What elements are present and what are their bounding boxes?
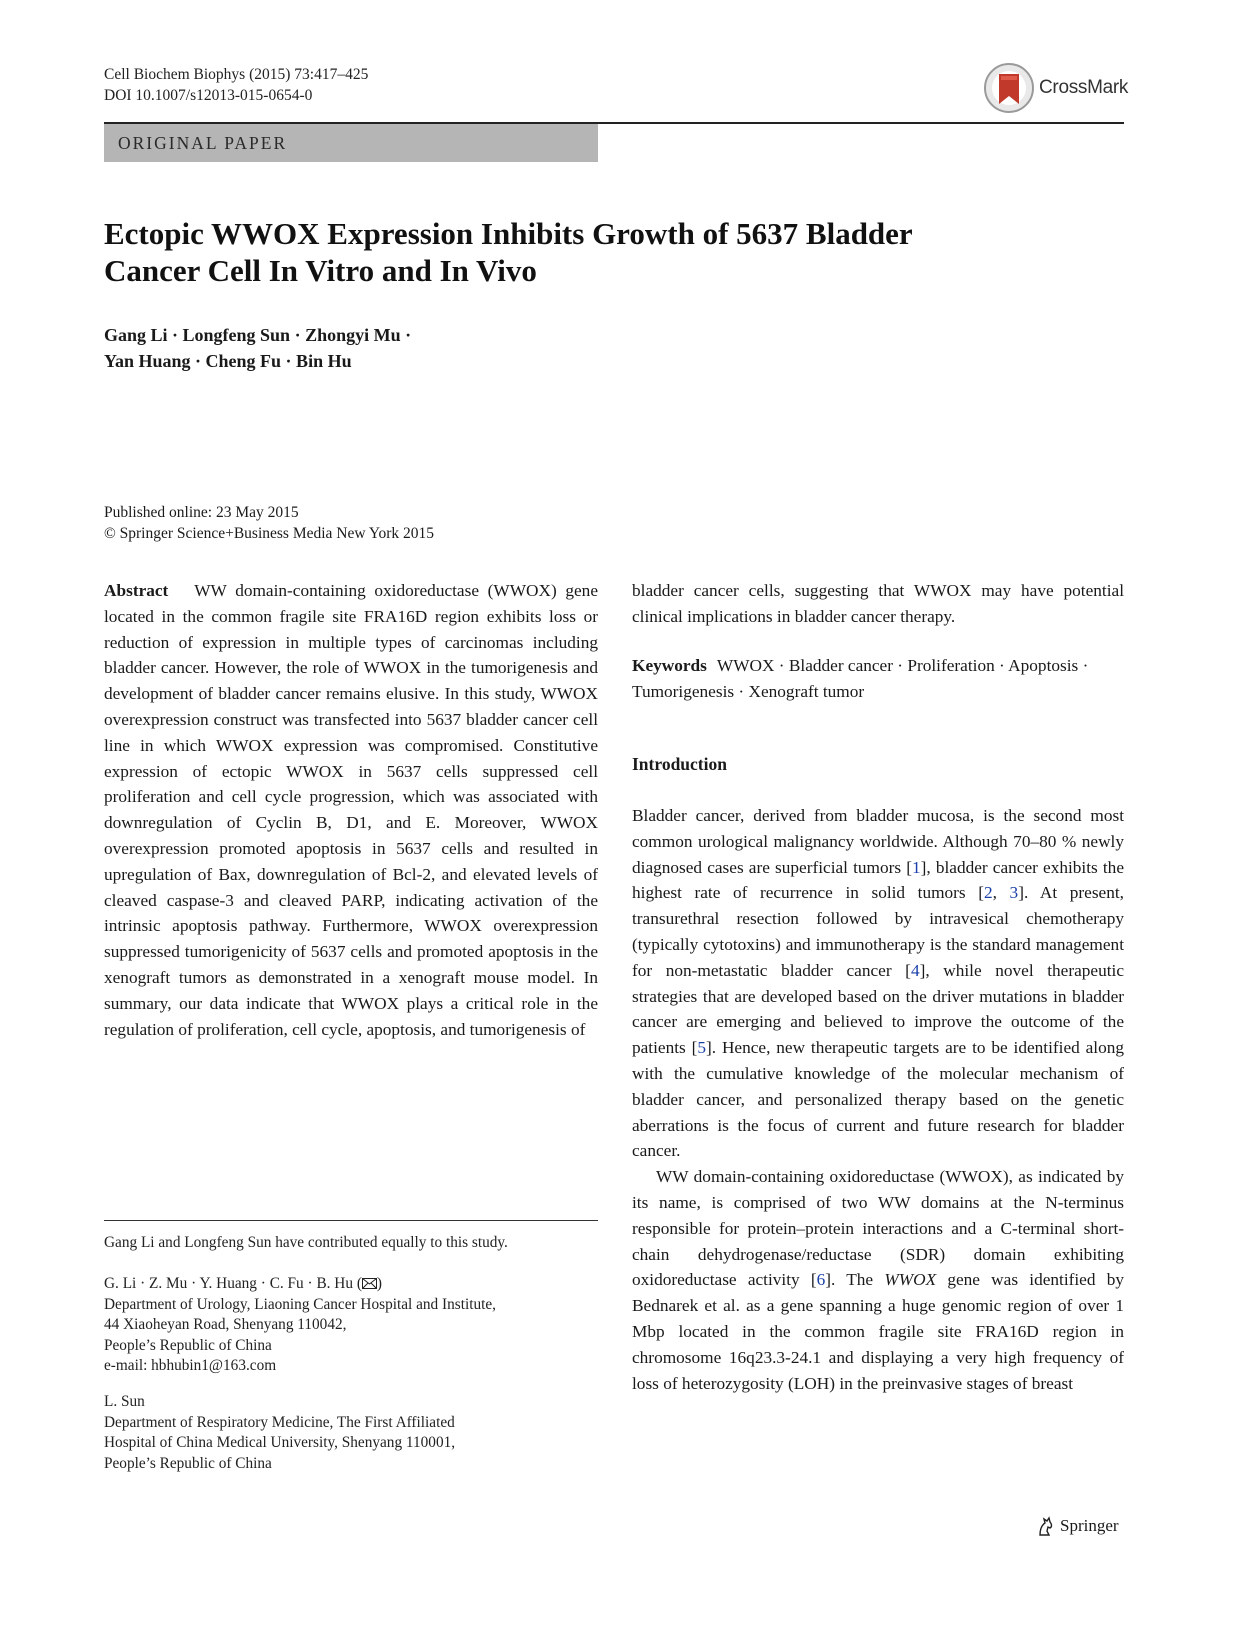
affiliation-2: L. Sun Department of Respiratory Medicine, The First Affiliated Hospital of China Medical University, Shenyang 110001, People’s Republic of China	[104, 1393, 456, 1472]
crossmark-label: CrossMark	[1039, 77, 1129, 98]
publication-info	[104, 502, 434, 544]
introduction-body	[632, 803, 1124, 1396]
abstract-text: WW domain-containing oxidoreductase (WWOX) gene located in the common fragile site FRA16D region exhibits loss or reduction of expression in multiple types of carcinomas including bladder cancer. However, the role of WWOX in the tumorigenesis and development of bladder cancer remains elusive. In this study, WWOX overexpression construct was transfected into 5637 bladder cancer cell line in which WWOX expression was compromised. Constitutive expression of ectopic WWOX in 5637 cells suppressed cell proliferation and cell cycle progression, which was associated with downregulation of Cyclin B, D1, and E. Moreover, WWOX overexpression promoted apoptosis in 5637 cells and resulted in upregulation of Bax, downregulation of Bcl-2, and elevated levels of cleaved caspase-3 and cleaved PARP, indicating activation of the intrinsic apoptosis pathway. Furthermore, WWOX overexpression suppressed tumorigenicity of 5637 cells and promoted apoptosis in the xenograft tumors as demonstrated in a xenograft mouse model. In summary, our data indicate that WWOX plays a critical role in the regulation of proliferation, cell cycle, apoptosis, and tumorigenesis of	[104, 581, 598, 1039]
citation-link[interactable]: 1	[912, 857, 921, 877]
section-ribbon: ORIGINAL PAPER	[104, 124, 598, 162]
citation-link[interactable]: 5	[697, 1038, 707, 1058]
springer-horse-icon	[1036, 1515, 1056, 1537]
intro-paragraph-2: WW domain-containing oxidoreductase (WWOX), as indicated by its name, is comprised of two WW domains at the N-terminus responsible for protein–protein interactions and a C-terminal short-chain dehydrogenase/reductase (SDR) domain exhibiting oxidoreductase activity [6]. The WWOX gene was identified by Bednarek et al. as a gene spanning a huge genomic region of over 1 Mbp located in the common fragile site FRA16D region in chromosome 16q23.3-24.1 and displaying a very high frequency of loss of heterozygosity (LOH) in the preinvasive stages of breast	[632, 1167, 1124, 1393]
citation-link[interactable]: 4	[910, 960, 920, 980]
authors-line-1: Gang Li · Longfeng Sun · Zhongyi Mu ·	[104, 325, 412, 345]
journal-line: Cell Biochem Biophys (2015) 73:417–425	[104, 66, 369, 83]
abstract-label: Abstract	[104, 581, 169, 600]
gene-name: WWOX	[884, 1270, 937, 1290]
footnote-rule	[104, 1220, 598, 1221]
keywords-block	[632, 653, 1124, 705]
publisher-name: Springer	[1060, 1516, 1119, 1535]
abstract-continuation	[632, 578, 1124, 630]
title-line-2: Cancer Cell In Vitro and In Vivo	[104, 253, 537, 288]
email-link[interactable]: e-mail: hbhubin1@163.com	[104, 1357, 277, 1374]
abstract-continuation-text: bladder cancer cells, suggesting that WWOX may have potential clinical implications in bladder cancer therapy.	[632, 581, 1124, 626]
journal-citation	[104, 64, 368, 106]
authors-line-2: Yan Huang · Cheng Fu · Bin Hu	[104, 351, 352, 371]
equal-contribution-note: Gang Li and Longfeng Sun have contributed equally to this study.	[104, 1234, 508, 1251]
published-date: Published online: 23 May 2015	[104, 504, 299, 521]
introduction-heading: Introduction	[632, 754, 727, 774]
citation-link[interactable]: 2	[984, 883, 993, 903]
intro-paragraph-1: Bladder cancer, derived from bladder mucosa, is the second most common urological malignancy worldwide. Although 70–80 % newly diagnosed cases are superficial tumors [1], bladder cancer exhibits the highest rate of recurrence in solid tumors [2, 3]. At present, transurethral resection followed by intravesical chemotherapy (typically cytotoxins) and immunotherapy is the standard management for non-metastatic bladder cancer [4], while novel therapeutic strategies that are developed based on the driver mutations in bladder cancer are emerging and believed to improve the outcome of the patients [5]. Hence, new therapeutic targets are to be identified along with the cumulative knowledge of the molecular mechanism of bladder cancer, and personalized therapy based on the genetic aberrations is the focus of current and future research for bladder cancer.	[632, 806, 1125, 1161]
abstract-block	[104, 578, 598, 1042]
affiliation-1: G. Li · Z. Mu · Y. Huang · C. Fu · B. Hu ( ) Department of Urology, Liaoning Cancer Hospital and Institute, 44 Xiaoheyan Road, Shenyang 110042, People’s Republic of China e-mail: hbhubin1@163.com	[104, 1274, 598, 1377]
crossmark-icon	[983, 62, 1035, 114]
citation-link[interactable]: 3	[1009, 883, 1019, 903]
author-list	[104, 322, 704, 374]
citation-link[interactable]: 6	[816, 1270, 826, 1290]
article-title	[104, 215, 1064, 289]
keywords-text: WWOX · Bladder cancer · Proliferation · Apoptosis · Tumorigenesis · Xenograft tumor	[632, 656, 1089, 701]
publisher-logo	[1036, 1515, 1119, 1537]
title-line-1: Ectopic WWOX Expression Inhibits Growth of 5637 Bladder	[104, 216, 913, 251]
keywords-label: Keywords	[632, 656, 707, 675]
copyright-line: © Springer Science+Business Media New York 2015	[104, 525, 435, 542]
doi-line[interactable]: DOI 10.1007/s12013-015-0654-0	[104, 87, 313, 104]
crossmark-badge[interactable]	[983, 60, 1143, 116]
envelope-icon[interactable]	[362, 1278, 377, 1289]
